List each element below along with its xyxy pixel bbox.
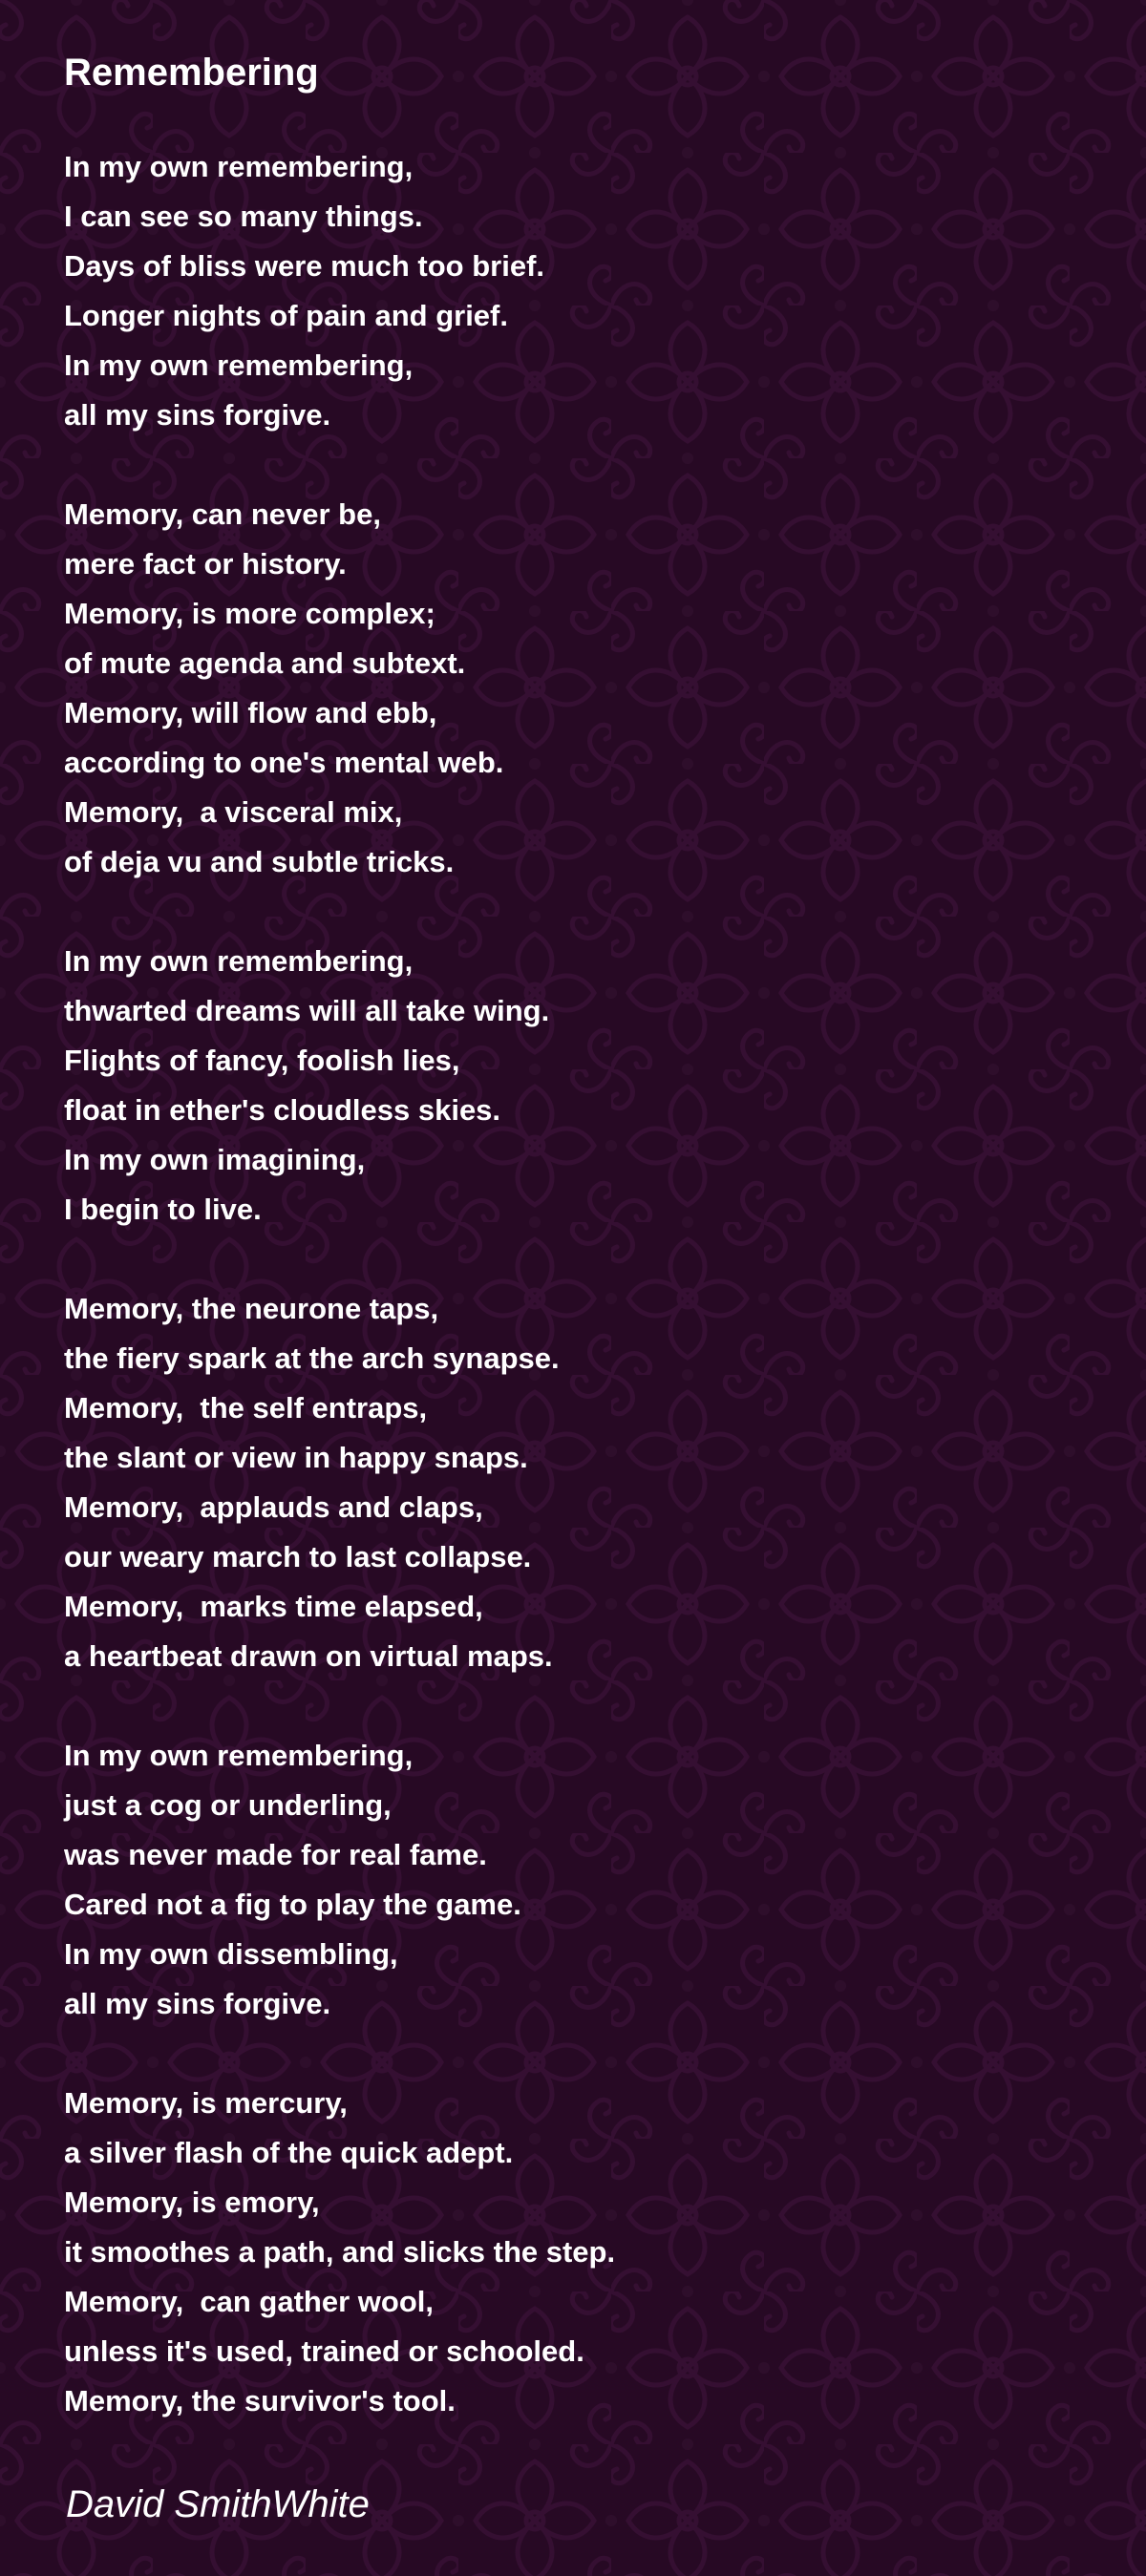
poem-title: Remembering — [64, 52, 319, 94]
poem-stanza — [64, 2079, 1114, 2426]
poem-line: I begin to live. — [64, 1193, 262, 1226]
poem-line: was never made for real fame. — [64, 1838, 487, 1871]
poem-line: all my sins forgive. — [64, 1987, 331, 2020]
poem-line: it smoothes a path, and slicks the step. — [64, 2235, 616, 2269]
poem-line: of mute agenda and subtext. — [64, 646, 466, 680]
poem-author: David SmithWhite — [66, 2483, 370, 2525]
poem-line: Flights of fancy, foolish lies, — [64, 1044, 460, 1077]
poem-line: In my own remembering, — [64, 150, 414, 183]
poem-line: just a cog or underling, — [64, 1788, 392, 1822]
poem-line: our weary march to last collapse. — [64, 1540, 532, 1573]
poem-stanza — [64, 142, 1114, 440]
poem-line: the slant or view in happy snaps. — [64, 1441, 528, 1474]
poem-line: a heartbeat drawn on virtual maps. — [64, 1639, 553, 1673]
poem-line: Memory, a visceral mix, — [64, 795, 403, 829]
poem-line: In my own remembering, — [64, 944, 414, 978]
poem-line: I can see so many things. — [64, 200, 423, 233]
poem-line: In my own remembering, — [64, 348, 414, 382]
poem-line: the fiery spark at the arch synapse. — [64, 1341, 560, 1375]
poem-stanza — [64, 937, 1114, 1235]
poem-stanza — [64, 490, 1114, 887]
poem-line: Days of bliss were much too brief. — [64, 249, 545, 283]
poem-body — [64, 142, 1114, 2476]
poem-line: Memory, is more complex; — [64, 597, 435, 630]
poem-stanza — [64, 1731, 1114, 2029]
poem-line: Longer nights of pain and grief. — [64, 299, 508, 332]
poem-line: Memory, will flow and ebb, — [64, 696, 437, 729]
poem-line: Memory, can never be, — [64, 497, 381, 531]
poem-line: Memory, applauds and claps, — [64, 1490, 483, 1524]
poem-line: mere fact or history. — [64, 547, 347, 581]
poem-line: according to one's mental web. — [64, 746, 504, 779]
poem-line: Memory, marks time elapsed, — [64, 1590, 483, 1623]
poem-line: float in ether's cloudless skies. — [64, 1093, 501, 1127]
poem-stanza — [64, 1284, 1114, 1681]
poem-line: of deja vu and subtle tricks. — [64, 845, 455, 878]
poem-line: Memory, is mercury, — [64, 2086, 348, 2120]
poem-line: a silver flash of the quick adept. — [64, 2136, 514, 2169]
poem-line: Memory, can gather wool, — [64, 2285, 435, 2318]
poem-line: thwarted dreams will all take wing. — [64, 994, 550, 1027]
poem-line: unless it's used, trained or schooled. — [64, 2334, 584, 2368]
poem-line: In my own dissembling, — [64, 1937, 398, 1971]
poem-line: Cared not a fig to play the game. — [64, 1888, 521, 1921]
poem-line: Memory, is emory, — [64, 2185, 320, 2219]
poem-line: all my sins forgive. — [64, 398, 331, 432]
poem-line: Memory, the neurone taps, — [64, 1292, 439, 1325]
poem-line: In my own imagining, — [64, 1143, 366, 1176]
poem-line: In my own remembering, — [64, 1739, 414, 1772]
poem-line: Memory, the survivor's tool. — [64, 2384, 456, 2418]
poem-line: Memory, the self entraps, — [64, 1391, 428, 1425]
